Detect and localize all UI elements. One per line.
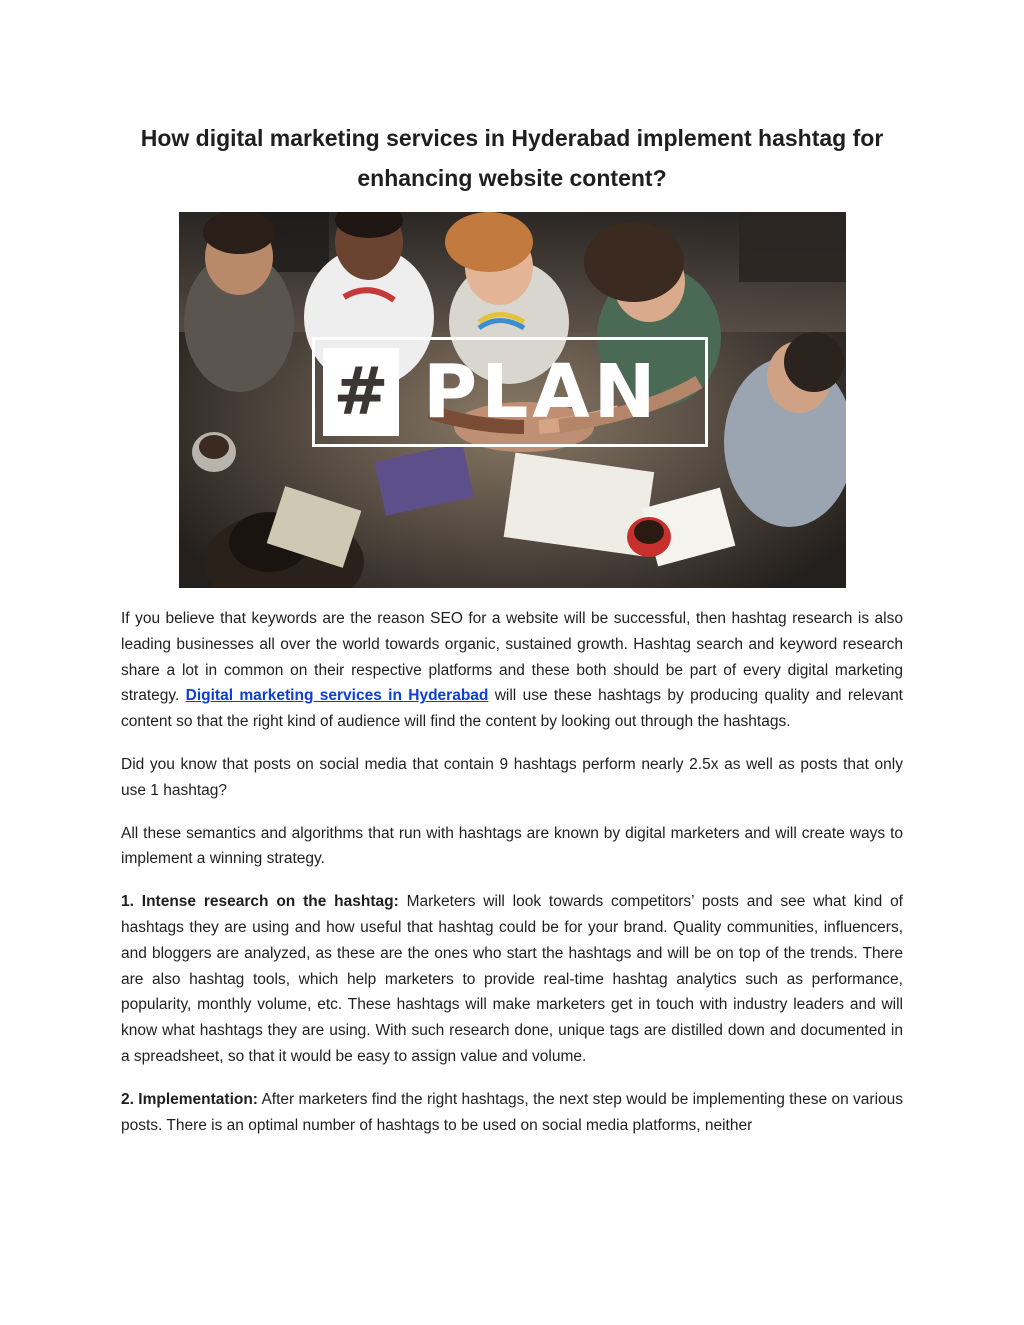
paragraph-hashtag-stat: Did you know that posts on social media that contain 9 hashtags perform nearly 2.5x as well as posts that only use 1 hashtag? <box>121 755 903 799</box>
hash-icon <box>323 348 399 436</box>
intro-text-before-link: If you believe that keywords are the reason SEO for a website will be successful, then hashtag research is also leading businesses all over the world towards organic, sustained growth. Hashtag search and keyword research share a lot in common on their respective platforms and these both should be part of every digital marketing strategy. <box>121 610 903 705</box>
paragraph-research <box>121 889 903 1070</box>
plan-text: PLAN <box>423 349 660 435</box>
paragraph-implementation <box>121 1087 903 1139</box>
research-heading: 1. Intense research on the hashtag: <box>121 893 399 911</box>
intro-text-after-link: will use these hashtags by producing quality and relevant content so that the right kind of audience will find the content by looking out through the hashtags. <box>121 687 903 731</box>
implementation-text: After marketers find the right hashtags, the next step would be implementing these on various posts. There is an optimal number of hashtags to be used on social media platforms, neither <box>121 1090 904 1134</box>
paragraph-intro <box>121 606 903 735</box>
page-title: How digital marketing services in Hyderabad implement hashtag for enhancing website content? <box>140 125 884 191</box>
hash-symbol: # <box>333 353 389 430</box>
hero-image <box>179 212 846 588</box>
paragraph-semantics: All these semantics and algorithms that run with hashtags are known by digital marketers and will create ways to implement a winning strategy. <box>121 824 903 868</box>
plan-badge <box>312 337 708 447</box>
digital-marketing-link[interactable]: Digital marketing services in Hyderabad <box>185 687 489 705</box>
implementation-heading: 2. Implementation: <box>121 1090 258 1108</box>
research-text: Marketers will look towards competitors’ posts and see what kind of hashtags they are using and how useful that hashtag could be for your brand. Quality communities, influencers, and bloggers are analyzed, as these are the ones who start the hashtags and will be on top of the trends. There are also hashtag tools, which help marketers to provide real-time hashtag analytics such as performance, popularity, monthly volume, etc. These hashtags will make marketers get in touch with industry leaders and will know what hashtags they are using. With such research done, unique tags are distilled down and documented in a spreadsheet, so that it would be easy to assign value and volume. <box>121 893 903 1065</box>
article-body <box>121 606 903 1155</box>
